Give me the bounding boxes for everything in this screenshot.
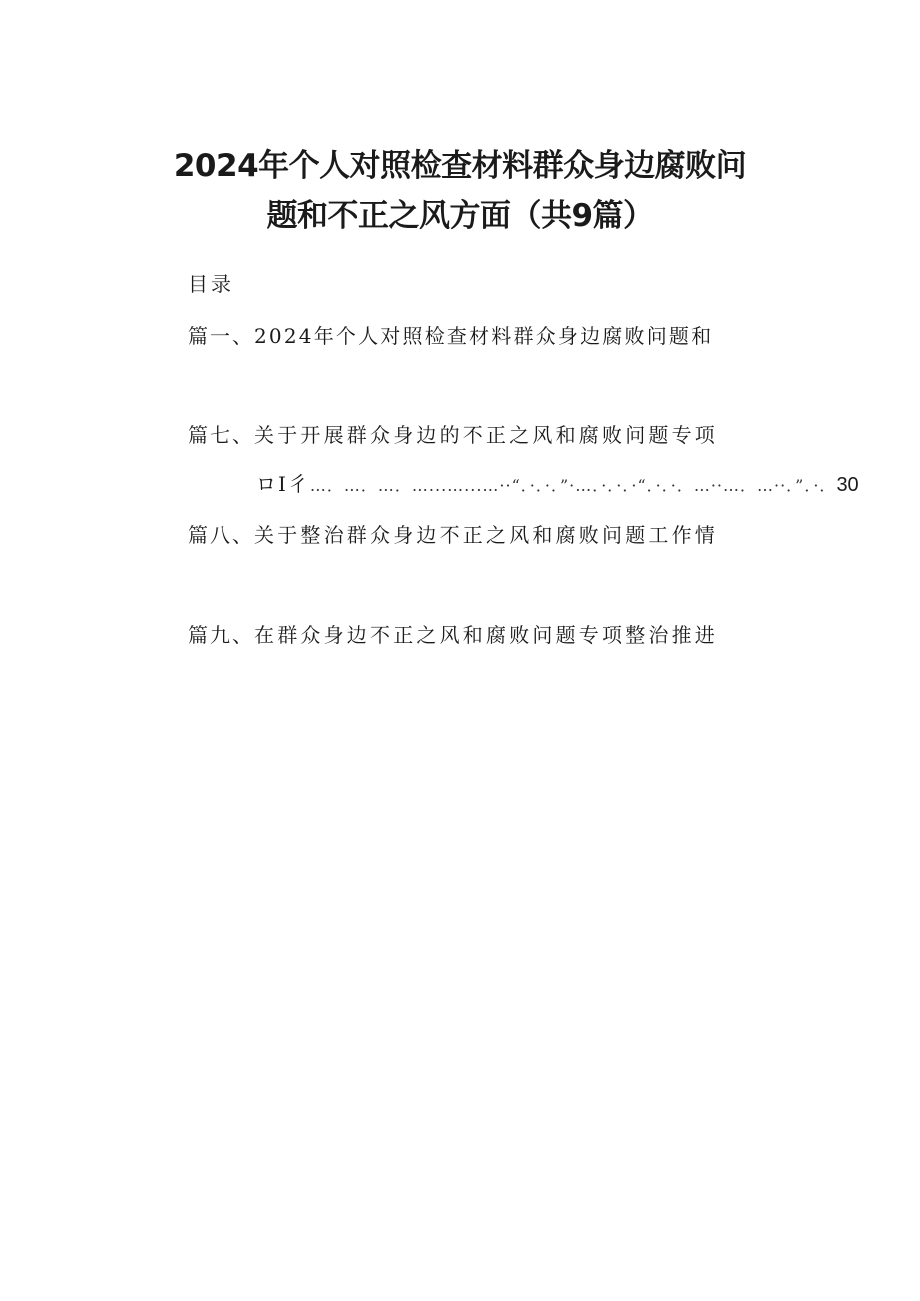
toc-entry-7-continuation[interactable] — [256, 468, 859, 497]
toc-entry-number: 篇七、 — [188, 423, 254, 447]
toc-entry-continuation-text: ロI彳 — [256, 472, 310, 496]
toc-entry-text: 关于整治群众身边不正之风和腐败问题工作情 — [254, 523, 718, 547]
toc-entry-text: 在群众身边不正之风和腐败问题专项整治推进 — [254, 623, 718, 647]
toc-dot-leader: …．…．…．…...…...…··“．·．·．”·…．·．·．·“．·．·．…··…．…··．”．·． — [309, 476, 837, 495]
toc-entry-1[interactable] — [188, 320, 713, 349]
toc-entry-number: 篇八、 — [188, 523, 254, 547]
document-title-line-2: 题和不正之风方面（共9篇） — [266, 198, 654, 234]
document-title-line-1: 2024年个人对照检查材料群众身边腐败问 — [173, 148, 747, 184]
toc-entry-text: 关于开展群众身边的不正之风和腐败问题专项 — [254, 423, 718, 447]
toc-entry-8[interactable] — [188, 519, 718, 548]
toc-entry-9[interactable] — [188, 619, 718, 648]
toc-page-number: 30 — [836, 474, 859, 496]
toc-entry-number: 篇九、 — [188, 623, 254, 647]
toc-entry-text: 2024年个人对照检查材料群众身边腐败问题和 — [254, 324, 714, 348]
toc-heading: 目录 — [188, 272, 234, 296]
toc-entry-number: 篇一、 — [188, 324, 254, 348]
toc-entry-7[interactable] — [188, 419, 718, 448]
